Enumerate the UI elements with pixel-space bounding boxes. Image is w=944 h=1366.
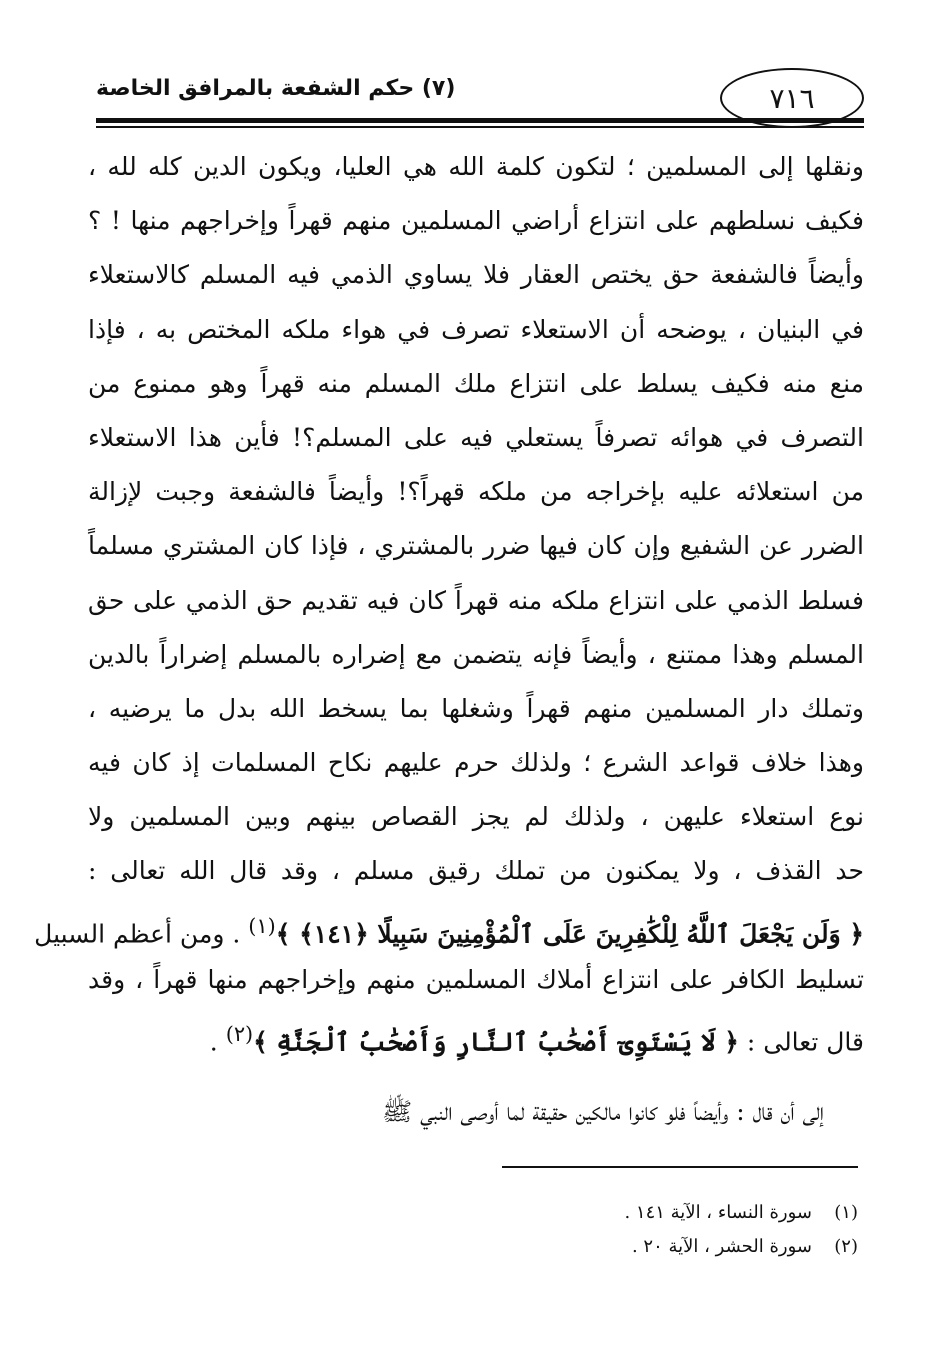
text-line: منع منه فكيف يسلط على انتزاع ملك المسلم منه قهراً وهو ممنوع من [88,368,864,398]
verse-line-2 [88,1007,864,1061]
quran-verse-nisa: ﴿ وَلَن يَجْعَلَ ٱللَّهُ لِلْكَٰفِرِينَ عَلَى ٱلْمُؤْمِنِينَ سَبِيلًا ﴿١٤١﴾ ﴾ [275,918,864,948]
quran-verse-hashr: ﴿ لَا يَسْتَوِىٓ أَصْحَٰبُ ٱلنَّارِ وَأَصْحَٰبُ ٱلْجَنَّةِ ﴾ [253,1027,739,1057]
verse-line-1 [34,899,864,953]
footnotes [624,1196,858,1264]
footnote-mark: (١) [834,1202,858,1223]
footnote-text: سورة النساء ، الآية ١٤١ . [624,1202,812,1223]
text-line: فكيف نسلطهم على انتزاع أراضي المسلمين منهم قهراً وإخراجهم منها ! ؟ [88,206,864,236]
footnote-2 [624,1230,858,1264]
verse-line-2-after: . [209,1027,218,1057]
footnote-ref-1: (١) [248,913,276,938]
header-rule-thick [96,118,864,123]
footnote-mark: (٢) [834,1236,858,1257]
text-line: المسلم وهذا ممتنع ، وأيضاً فإنه يتضمن مع إضراره بالمسلم إضراراً بالدين [88,639,864,669]
text-line: فسلط الذمي على انتزاع ملكه منه قهراً كان فيه تقديم حق الذمي على حق [88,585,864,615]
text-line: تسليط الكافر على انتزاع أملاك المسلمين منهم وإخراجهم منها قهراً ، وقد [88,964,864,994]
text-line: الضرر عن الشفيع وإن كان فيها ضرر بالمشتري ، فإذا كان المشتري مسلماً [88,531,864,561]
text-line: ونقلها إلى المسلمين ؛ لتكون كلمة الله هي العليا، ويكون الدين كله لله ، [88,152,864,181]
footnote-1 [624,1196,858,1230]
text-line: وهذا خلاف قواعد الشرع ؛ ولذلك حرم عليهم نكاح المسلمات إذ كان فيه [88,748,864,778]
text-line: التصرف في هوائه تصرفاً يستعلي فيه على المسلم؟! فأين هذا الاستعلاء [88,422,864,452]
footnote-text: سورة الحشر ، الآية ٢٠ . [631,1236,812,1257]
footnote-separator [502,1166,858,1168]
verse-line-2-before: قال تعالى : [746,1027,864,1057]
text-line: وأيضاً فالشفعة حق يختص العقار فلا يساوي الذمي فيه المسلم كالاستعلاء [88,260,864,290]
text-line: في البنيان ، يوضحه أن الاستعلاء تصرف في هواء ملكه المختص به ، فإذا [88,314,864,344]
header-rule-thin [96,126,864,128]
text-line: وتملك دار المسلمين منهم قهراً وشغلها بما يسخط الله بدل ما يرضيه ، [88,693,864,723]
verse-line-1-after: . ومن أعظم السبيل [34,918,241,948]
paragraph-gap [88,1061,864,1085]
footnote-ref-2: (٢) [225,1022,254,1046]
running-title: (٧) حكم الشفعة بالمرافق الخاصة [96,76,456,101]
page-number: ٧١٦ [720,68,864,128]
text-line: من استعلائه عليه بإخراجه من ملكه قهراً؟! وأيضاً فالشفعة وجبت لإزالة [88,477,864,507]
text-line: نوع استعلاء عليهن ، ولذلك لم يجز القصاص بينهم وبين المسلمين ولا [88,802,864,832]
main-text [34,140,864,1139]
closing-line: إلى أن قال : وأيضاً فلو كانوا مالكين حقيقة لما أوصى النبي ﷺ [382,1097,824,1127]
text-line: حد القذف ، ولا يمكنون من تملك رقيق مسلم ، وقد قال الله تعالى : [88,856,864,886]
